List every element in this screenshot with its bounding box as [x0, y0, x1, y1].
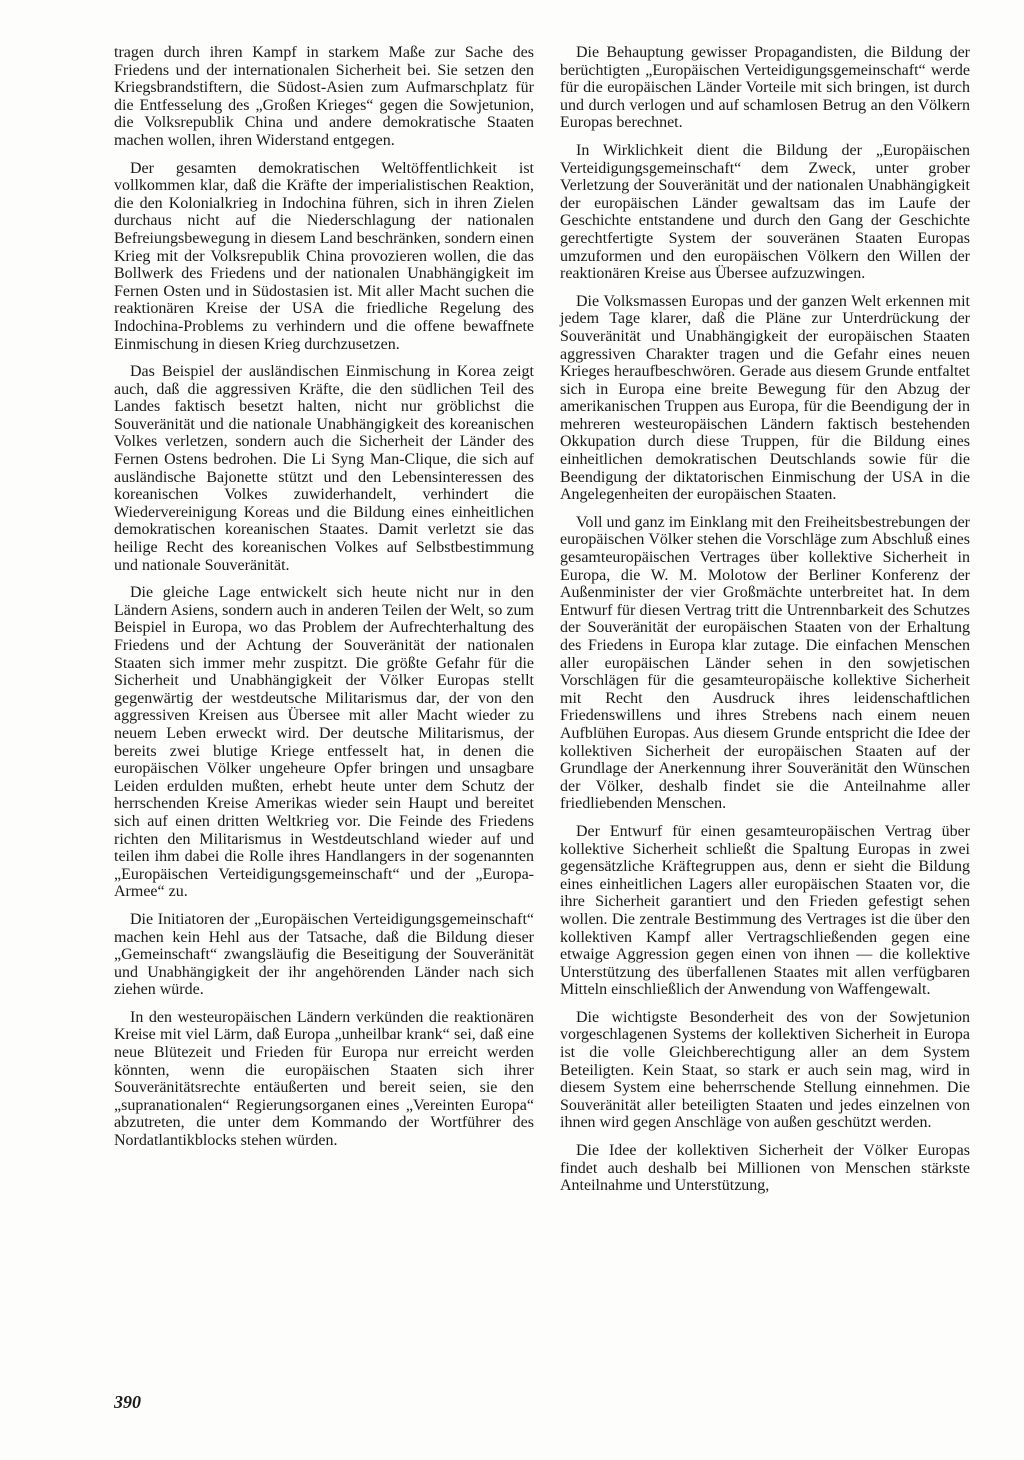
- paragraph: Die wichtigste Besonderheit des von der Sowjetunion vorgeschlagenen Systems der kollektiven Sicherheit in Europa ist die volle Gleichberechtigung aller an dem System Beteiligten. Kein Staat, so stark er auch sein mag, wird in diesem System eine beherrschende Stellung einnehmen. Die Souveränität aller beteiligten Staaten und jedes einzelnen von ihnen wird gegen Anschläge von außen geschützt werden.: [560, 1008, 970, 1132]
- paragraph: Die gleiche Lage entwickelt sich heute nicht nur in den Ländern Asiens, sondern auch in anderen Teilen der Welt, so zum Beispiel in Europa, wo das Problem der Aufrechterhaltung des Friedens und der Achtung der Souveränität der nationalen Staaten sich immer mehr zuspitzt. Die größte Gefahr für die Sicherheit und Unabhängigkeit der Völker Europas stellt gegenwärtig der westdeutsche Militarismus dar, der von den aggressiven Kreisen aus Übersee mit aller Macht wieder zu neuem Leben erweckt wird. Der deutsche Militarismus, der bereits zwei blutige Kriege entfesselt hat, in denen die europäischen Völker ungeheure Opfer bringen und unsagbare Leiden erdulden mußten, erhebt heute unter dem Schutz der herrschenden Kreise Amerikas wieder sein Haupt und bereitet sich auf einen dritten Weltkrieg vor. Die Feinde des Friedens richten den Militarismus in Westdeutschland wieder auf und teilen ihm dabei die Rolle ihres Handlangers in der sogenannten „Europäischen Verteidigungsgemeinschaft“ und der „Europa-Armee“ zu.: [114, 584, 534, 901]
- paragraph: Die Initiatoren der „Europäischen Verteidigungsgemeinschaft“ machen kein Hehl aus der Tatsache, daß die Bildung dieser „Gemeinschaft“ zwangsläufig die Beseitigung der Souveränität und Unabhängigkeit der ihr angehörenden Länder nach sich ziehen würde.: [114, 910, 534, 999]
- left-column: [114, 44, 534, 1160]
- page-number: 390: [114, 1392, 141, 1412]
- paragraph: tragen durch ihren Kampf in starkem Maße zur Sache des Friedens und der internationalen Sicherheit bei. Sie setzen den Kriegsbrandstiftern, die Südost-Asien zum Aufmarschplatz für die Entfesselung des „Großen Krieges“ gegen die Sowjetunion, die Volksrepublik China und andere demokratische Staaten machen wollen, ihren Widerstand entgegen.: [114, 44, 534, 149]
- paragraph: Der gesamten demokratischen Weltöffentlichkeit ist vollkommen klar, daß die Kräfte der imperialistischen Reaktion, die den Kolonialkrieg in Indochina führen, sich in ihren Zielen durchaus nicht auf die Niederschlagung der nationalen Befreiungsbewegung in diesem Land beschränken, sondern einen Krieg mit der Volksrepublik China provozieren wollen, die das Bollwerk des Friedens und der nationalen Unabhängigkeit im Fernen Osten und in Südostasien ist. Mit aller Macht suchen die reaktionären Kreise der USA die friedliche Regelung des Indochina-Problems zu verhindern und die offene bewaffnete Einmischung in diesen Krieg durchzusetzen.: [114, 159, 534, 353]
- paragraph: Der Entwurf für einen gesamteuropäischen Vertrag über kollektive Sicherheit schließt die Spaltung Europas in zwei gegensätzliche Kräftegruppen aus, denn er sieht die Bildung eines einheitlichen Lagers aller europäischen Staaten vor, die ihre Sicherheit garantiert und den Frieden gefestigt sehen wollen. Die zentrale Bestimmung des Vertrages ist die über den kollektiven Kampf aller Vertragschließenden gegen eine etwaige Aggression gegen einen von ihnen — die kollektive Unterstützung des überfallenen Staates mit allen verfügbaren Mitteln einschließlich der Anwendung von Waffengewalt.: [560, 822, 970, 999]
- paragraph: Voll und ganz im Einklang mit den Freiheitsbestrebungen der europäischen Völker stehen die Vorschläge zum Abschluß eines gesamteuropäischen Vertrages über kollektive Sicherheit in Europa, die W. M. Molotow der Berliner Konferenz der Außenminister der vier Großmächte unterbreitet hat. In dem Entwurf für diesen Vertrag tritt die Untrennbarkeit des Schutzes der Souveränität der europäischen Staaten von der Erhaltung des Friedens in Europa klar zutage. Die einfachen Menschen aller europäischen Länder sehen in den sowjetischen Vorschlägen für die gesamteuropäische kollektive Sicherheit mit Recht den Ausdruck ihres leidenschaftlichen Friedenswillens und ihres Strebens nach einem neuen Aufblühen Europas. Aus diesem Grunde entspricht die Idee der kollektiven Sicherheit der europäischen Staaten auf der Grundlage der Anerkennung ihrer Souveränität den Wünschen der Völker, deshalb findet sie die Anteilnahme aller friedliebenden Menschen.: [560, 513, 970, 813]
- right-column: [560, 44, 970, 1205]
- paragraph: Die Behauptung gewisser Propagandisten, die Bildung der berüchtigten „Europäischen Verteidigungsgemeinschaft“ werde für die europäischen Länder Vorteile mit sich bringen, ist durch und durch verlogen und auf schamlosen Betrug an den Völkern Europas berechnet.: [560, 44, 970, 132]
- paragraph: Das Beispiel der ausländischen Einmischung in Korea zeigt auch, daß die aggressiven Kräfte, die den südlichen Teil des Landes faktisch besetzt halten, nicht nur gröblichst die Souveränität und die nationale Unabhängigkeit des koreanischen Volkes verletzen, sondern auch die Sicherheit der Länder des Fernen Ostens bedrohen. Die Li Syng Man-Clique, die sich auf ausländische Bajonette stützt und den Lebensinteressen des koreanischen Volkes zuwiderhandelt, verhindert die Wiedervereinigung Koreas und die Bildung eines einheitlichen demokratischen koreanischen Staates. Damit verletzt sie das heilige Recht des koreanischen Volkes auf Selbstbestimmung und nationale Souveränität.: [114, 363, 534, 574]
- paragraph: In den westeuropäischen Ländern verkünden die reaktionären Kreise mit viel Lärm, daß Europa „unheilbar krank“ sei, daß eine neue Blütezeit und Frieden für Europa nur erreicht werden könnten, wenn die europäischen Staaten sich ihrer Souveränitätsrechte entäußerten und bereit seien, sie den „supranationalen“ Regierungsorganen eines „Vereinten Europa“ abzutreten, die unter dem Kommando der Wortführer des Nordatlantikblocks stehen würden.: [114, 1008, 534, 1150]
- paragraph: Die Idee der kollektiven Sicherheit der Völker Europas findet auch deshalb bei Millionen von Menschen stärkste Anteilnahme und Unterstützung,: [560, 1142, 970, 1195]
- paragraph: In Wirklichkeit dient die Bildung der „Europäischen Verteidigungsgemeinschaft“ dem Zweck, unter grober Verletzung der Souveränität und der nationalen Unabhängigkeit der europäischen Länder gewaltsam das im Laufe der Geschichte entstandene und durch den Gang der Geschichte gerechtfertigte System der souveränen Staaten Europas umzuformen und den europäischen Völkern den Willen der reaktionären Kreise aus Übersee aufzuzwingen.: [560, 141, 970, 283]
- paragraph: Die Volksmassen Europas und der ganzen Welt erkennen mit jedem Tage klarer, daß die Pläne zur Unterdrückung der Souveränität und Unabhängigkeit der europäischen Staaten aggressiven Charakter tragen und die Gefahr eines neuen Krieges heraufbeschwören. Gerade aus diesem Grunde entfaltet sich in Europa eine breite Bewegung für den Abzug der amerikanischen Truppen aus Europa, für die Beendigung der in mehreren westeuropäischen Ländern faktisch bestehenden Okkupation durch diese Truppen, für die Bildung eines einheitlichen demokratischen Deutschlands sowie für die Beendigung der diktatorischen Einmischung der USA in die Angelegenheiten der europäischen Staaten.: [560, 292, 970, 504]
